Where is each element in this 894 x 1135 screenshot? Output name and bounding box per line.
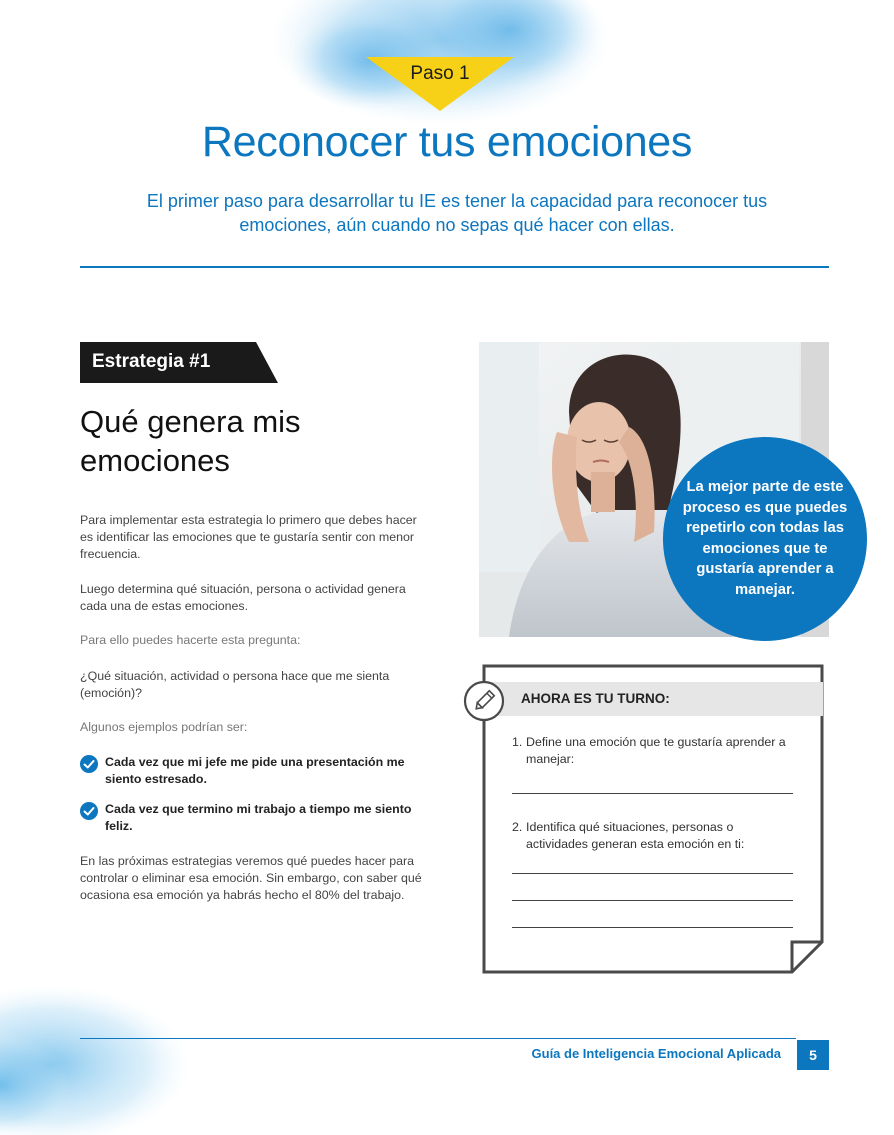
paragraph-question-intro: Para ello puedes hacerte esta pregunta: <box>80 633 301 647</box>
strategy-tag <box>80 342 278 383</box>
page-title: Reconocer tus emociones <box>201 118 693 166</box>
footer-divider <box>80 1038 796 1039</box>
page-number: 5 <box>797 1040 829 1070</box>
task-number: 1. <box>512 735 523 749</box>
step-badge <box>366 57 514 111</box>
strategy-heading <box>80 402 440 480</box>
header-divider <box>80 266 829 268</box>
answer-line[interactable] <box>512 927 793 928</box>
task-number: 2. <box>512 820 523 834</box>
check-circle-icon <box>80 755 98 773</box>
callout-text: La mejor parte de este proceso es que puedes repetirlo con todas las emociones que te gustaría aprender a manejar. <box>682 479 848 598</box>
example-text: Cada vez que mi jefe me pide una presentación me siento estresado. <box>105 755 405 786</box>
task-text: Identifica qué situaciones, personas o actividades generan esta emoción en ti: <box>526 820 745 851</box>
strategy-heading-line1: Qué genera mis <box>80 404 301 439</box>
pencil-icon <box>463 680 505 722</box>
exercise-title: AHORA ES TU TURNO: <box>521 691 670 706</box>
strategy-heading-line2: emociones <box>80 443 230 478</box>
step-label: Paso 1 <box>410 63 470 84</box>
watercolor-decoration-bottom <box>0 975 240 1135</box>
task-text: Define una emoción que te gustaría aprender a manejar: <box>526 735 786 766</box>
callout-circle <box>663 437 867 641</box>
exercise-header <box>485 682 823 716</box>
paragraph-determine: Luego determina qué situación, persona o actividad genera cada una de estas emociones. <box>80 582 406 613</box>
example-text: Cada vez que termino mi trabajo a tiempo me siento feliz. <box>105 802 412 833</box>
paragraph-intro: Para implementar esta estrategia lo primero que debes hacer es identificar las emociones que te gustaría sentir con menor frecuencia. <box>80 513 417 561</box>
answer-line[interactable] <box>512 900 793 901</box>
answer-line[interactable] <box>512 793 793 794</box>
paragraph-examples-intro: Algunos ejemplos podrían ser: <box>80 720 248 734</box>
page-subtitle: El primer paso para desarrollar tu IE es tener la capacidad para reconocer tus emociones, aún cuando no sepas qué hacer con ellas. <box>146 191 768 235</box>
paragraph-question: ¿Qué situación, actividad o persona hace que me sienta (emoción)? <box>80 669 390 700</box>
check-circle-icon <box>80 802 98 820</box>
strategy-label: Estrategia #1 <box>92 351 211 372</box>
paragraph-closing: En las próximas estrategias veremos qué puedes hacer para controlar o eliminar esa emoción. Sin embargo, con saber qué ocasiona esa emoción ya habrás hecho el 80% del trabajo. <box>80 854 422 902</box>
footer-guide-title: Guía de Inteligencia Emocional Aplicada <box>531 1046 781 1061</box>
answer-line[interactable] <box>512 873 793 874</box>
